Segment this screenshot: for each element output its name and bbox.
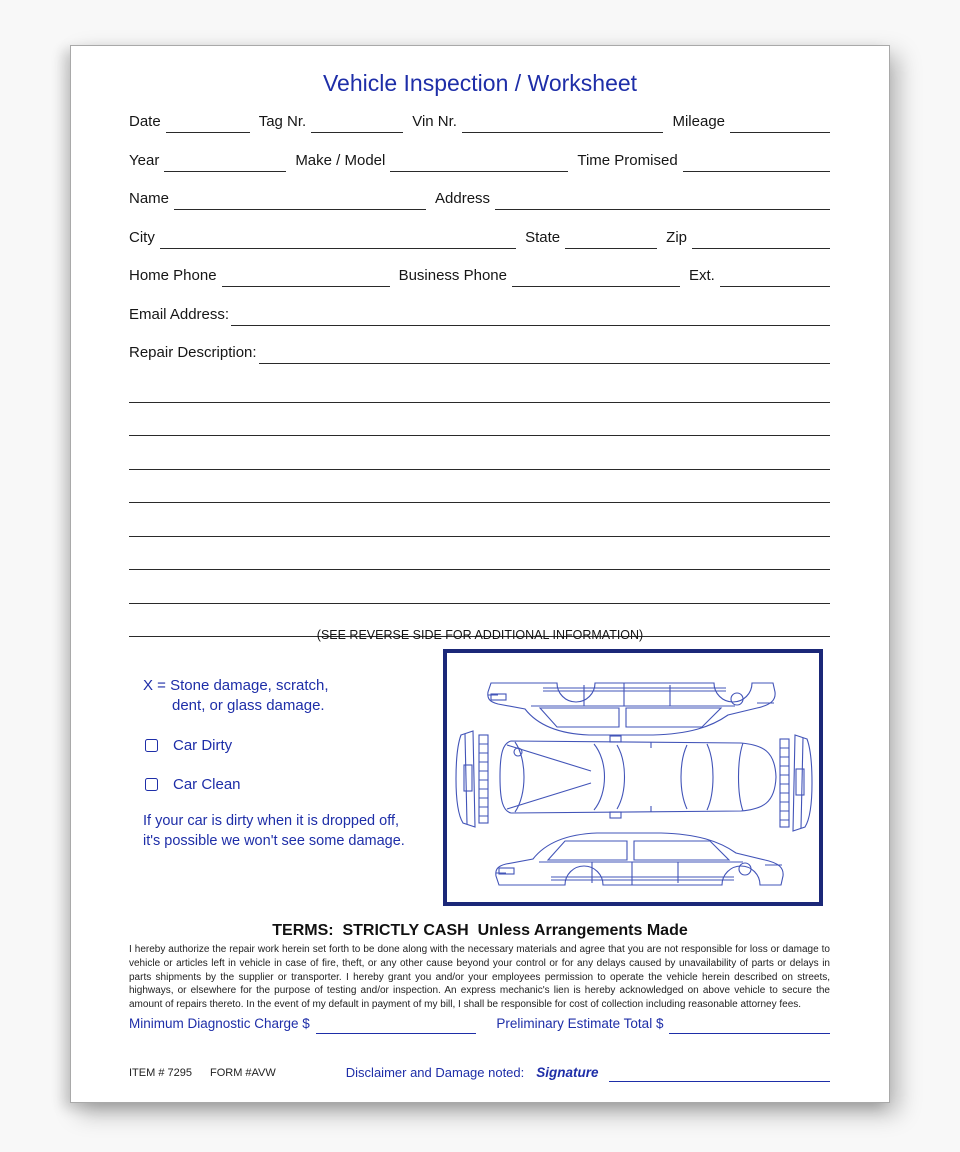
car-side-view-flipped [488, 683, 775, 735]
repair-line[interactable] [129, 369, 830, 403]
repair-line[interactable] [129, 436, 830, 470]
zip-field-line[interactable] [692, 242, 830, 249]
car-top-view [500, 736, 776, 818]
tag-field-line[interactable] [311, 126, 403, 133]
row-date-tag-vin-mileage [129, 108, 830, 133]
business-phone-field-line[interactable] [512, 280, 680, 287]
preliminary-estimate-total-label: Preliminary Estimate Total $ [496, 1016, 664, 1031]
year-field-line[interactable] [164, 165, 286, 172]
terms-heading: TERMS: STRICTLY CASH Unless Arrangements Made [272, 922, 688, 939]
address-field-line[interactable] [495, 203, 830, 210]
car-dirty-label: Car Dirty [173, 736, 233, 754]
car-front-bumper-view [456, 731, 488, 827]
repair-line[interactable] [129, 403, 830, 437]
footer-row [129, 1062, 830, 1082]
charges-row [129, 1012, 830, 1034]
tag-label: Tag Nr. [258, 113, 307, 130]
vin-field-line[interactable] [462, 126, 664, 133]
state-field-line[interactable] [565, 242, 657, 249]
repair-description-lines [129, 369, 830, 637]
vehicle-damage-diagram[interactable] [443, 649, 823, 906]
car-rear-bumper-view [780, 735, 812, 831]
city-field-line[interactable] [160, 242, 516, 249]
car-clean-label: Car Clean [173, 775, 241, 793]
form-number: FORM #AVW [209, 1067, 276, 1079]
minimum-diagnostic-charge-label: Minimum Diagnostic Charge $ [129, 1016, 310, 1031]
row-phones [129, 262, 830, 287]
email-label: Email Address: [129, 305, 230, 323]
address-label: Address [435, 190, 491, 207]
form-fields [129, 108, 830, 378]
mileage-field-line[interactable] [730, 126, 830, 133]
repair-line[interactable] [129, 470, 830, 504]
page-title: Vehicle Inspection / Worksheet [322, 70, 638, 96]
repair-line[interactable] [129, 503, 830, 537]
signature-line[interactable] [609, 1075, 830, 1082]
repair-description-label: Repair Description: [129, 344, 257, 361]
date-field-line[interactable] [166, 126, 250, 133]
car-clean-checkbox[interactable] [145, 778, 158, 791]
minimum-diagnostic-charge-line[interactable] [316, 1027, 477, 1034]
vehicle-diagram-svg [447, 653, 819, 902]
ext-field-line[interactable] [720, 280, 830, 287]
repair-line[interactable] [129, 537, 830, 571]
date-label: Date [129, 113, 161, 130]
vin-label: Vin Nr. [412, 113, 457, 130]
make-model-label: Make / Model [295, 151, 386, 169]
damage-key [143, 676, 443, 851]
dirty-car-note-line1: If your car is dirty when it is dropped off, [143, 813, 400, 829]
name-label: Name [129, 190, 170, 207]
home-phone-field-line[interactable] [222, 280, 390, 287]
disclaimer-label: Disclaimer and Damage noted: [345, 1065, 525, 1080]
damage-key-line1: X = Stone damage, scratch, [143, 677, 329, 694]
car-dirty-checkbox[interactable] [145, 739, 158, 752]
item-number: ITEM # 7295 [129, 1067, 192, 1079]
row-year-make-time [129, 147, 830, 172]
email-field-line[interactable] [231, 319, 830, 326]
row-email [129, 301, 830, 326]
state-label: State [525, 228, 561, 246]
make-model-field-line[interactable] [390, 165, 568, 172]
terms-body: I hereby authorize the repair work herein set forth to be done along with the necessary materials and agree that you are not responsible for loss or damage to vehicle or articles left in vehicle in case of fire, theft, or any other cause beyond your control or for any delays caused by unavailability of parts or delays in parts shipments by the supplier or transporter. I hereby grant you and/or your employees permission to operate the vehicle herein described on streets, highways, or elsewhere for the purpose of testing and/or inspection. An express mechanic's lien is hereby acknowledged on above vehicle to secure the amount of repairs thereto. In the event of my default in payment of my bill, I shall be responsible for cost of collection including reasonable attorney fees. [129, 944, 830, 1011]
preliminary-estimate-total-line[interactable] [669, 1027, 830, 1034]
business-phone-label: Business Phone [398, 267, 507, 284]
dirty-car-note-line2: it's possible we won't see some damage. [143, 833, 405, 849]
city-label: City [129, 228, 155, 246]
mileage-label: Mileage [672, 113, 725, 130]
signature-label: Signature [536, 1065, 599, 1080]
car-clean-option[interactable] [143, 774, 443, 794]
item-form-numbers [129, 1064, 294, 1082]
repair-line[interactable] [129, 570, 830, 604]
ext-label: Ext. [688, 267, 715, 284]
zip-label: Zip [666, 228, 687, 246]
car-side-view [496, 833, 783, 885]
repair-description-field-line[interactable] [259, 357, 830, 364]
name-field-line[interactable] [174, 203, 426, 210]
row-city-state-zip [129, 224, 830, 249]
dirty-car-note [143, 811, 443, 851]
see-reverse-note: (SEE REVERSE SIDE FOR ADDITIONAL INFORMATION) [316, 628, 644, 642]
home-phone-label: Home Phone [129, 267, 217, 284]
car-dirty-option[interactable] [143, 735, 443, 755]
time-promised-label: Time Promised [577, 151, 678, 169]
row-name-address [129, 185, 830, 210]
time-promised-field-line[interactable] [683, 165, 830, 172]
damage-key-line2: dent, or glass damage. [172, 697, 325, 714]
year-label: Year [129, 151, 160, 169]
row-repair-description [129, 339, 830, 364]
worksheet-page [70, 45, 890, 1103]
